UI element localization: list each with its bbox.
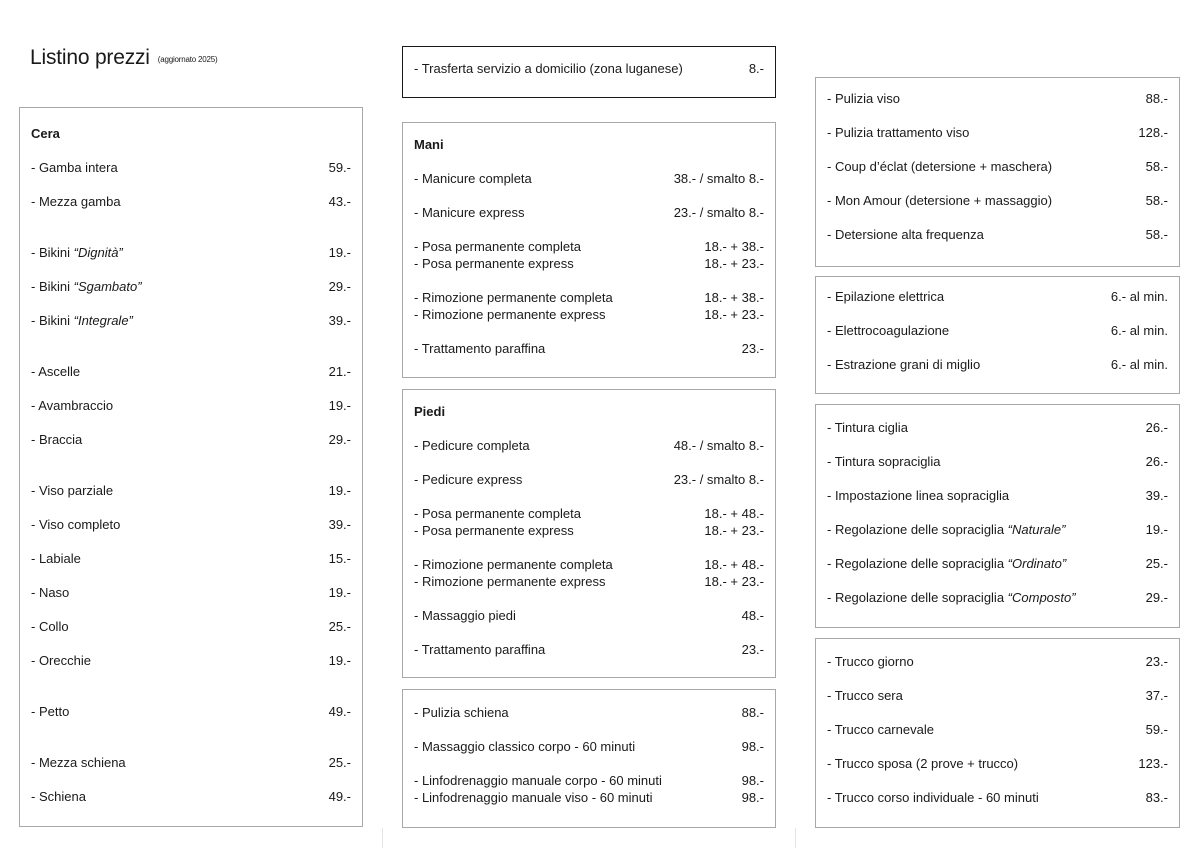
list-item (414, 556, 764, 573)
list-item (414, 505, 764, 522)
list-item (827, 419, 1168, 436)
page-subtitle: (aggiornato 2025) (157, 55, 218, 64)
list-item (31, 278, 351, 295)
list-item (414, 204, 764, 221)
list-item (31, 431, 351, 448)
item-name: - Viso completo (31, 517, 121, 532)
list-item (414, 738, 764, 755)
list-item (827, 158, 1168, 175)
item-price: 26.- (1145, 420, 1168, 435)
item-name: - Coup d’éclat (detersione + maschera) (827, 159, 1053, 174)
item-price: 18.- + 48.- (704, 506, 764, 521)
item-name: - Schiena (31, 789, 86, 804)
item-name: - Mezza schiena (31, 755, 126, 770)
item-price: 49.- (328, 789, 351, 804)
section-piedi (402, 389, 776, 678)
item-price: 59.- (1145, 722, 1168, 737)
column-divider-right (795, 828, 796, 848)
item-price: 48.- (741, 608, 764, 623)
item-price: 58.- (1145, 227, 1168, 242)
list-item (31, 703, 351, 720)
section-epilazione (815, 276, 1180, 394)
item-name: - Regolazione delle sopraciglia “Naturale” (827, 522, 1066, 537)
item-name: - Viso parziale (31, 483, 114, 498)
item-price: 19.- (328, 585, 351, 600)
section-cera (19, 107, 363, 827)
section-heading-cera: Cera (31, 126, 60, 141)
item-price: 18.- + 23.- (704, 307, 764, 322)
page-title-text: Listino prezzi (30, 46, 150, 69)
list-item (827, 653, 1168, 670)
item-name: - Tintura ciglia (827, 420, 908, 435)
item-price: 23.- (741, 642, 764, 657)
item-price: 25.- (328, 755, 351, 770)
list-item (827, 288, 1168, 305)
item-price: 23.- (1145, 654, 1168, 669)
list-item (414, 789, 764, 806)
list-item (414, 170, 764, 187)
item-name: - Massaggio piedi (414, 608, 516, 623)
list-item (414, 607, 764, 624)
list-item (827, 521, 1168, 538)
item-price: 37.- (1145, 688, 1168, 703)
item-name: - Impostazione linea sopraciglia (827, 488, 1010, 503)
section-mani (402, 122, 776, 378)
list-item (827, 322, 1168, 339)
item-name: - Regolazione delle sopraciglia “Composto” (827, 590, 1076, 605)
column-divider-left (382, 828, 383, 848)
item-price: 19.- (1145, 522, 1168, 537)
section-viso (815, 77, 1180, 267)
item-price: 39.- (328, 313, 351, 328)
list-item (414, 471, 764, 488)
list-item (31, 652, 351, 669)
list-item (414, 573, 764, 590)
item-name: - Rimozione permanente completa (414, 557, 613, 572)
item-price: 18.- + 23.- (704, 523, 764, 538)
item-price: 98.- (741, 773, 764, 788)
item-price: 88.- (741, 705, 764, 720)
item-name: - Manicure completa (414, 171, 532, 186)
item-price: 6.- al min. (1110, 323, 1168, 338)
item-price: 18.- + 23.- (704, 256, 764, 271)
item-price: 58.- (1145, 159, 1168, 174)
item-name: - Pedicure express (414, 472, 523, 487)
item-name: - Avambraccio (31, 398, 114, 413)
item-name: - Labiale (31, 551, 81, 566)
item-price: 83.- (1145, 790, 1168, 805)
list-item (827, 687, 1168, 704)
list-item (414, 306, 764, 323)
item-name: - Trucco corso individuale - 60 minuti (827, 790, 1039, 805)
item-price: 6.- al min. (1110, 289, 1168, 304)
item-name: - Naso (31, 585, 70, 600)
section-corpo (402, 689, 776, 828)
item-name: - Detersione alta frequenza (827, 227, 984, 242)
section-travel (402, 46, 776, 98)
list-item (31, 788, 351, 805)
item-price: 128.- (1138, 125, 1168, 140)
item-name: - Posa permanente express (414, 256, 574, 271)
list-item (414, 772, 764, 789)
list-item (827, 356, 1168, 373)
item-name: - Trattamento paraffina (414, 642, 546, 657)
section-ciglia (815, 404, 1180, 628)
list-item (31, 312, 351, 329)
list-item (31, 397, 351, 414)
item-name: - Trasferta servizio a domicilio (zona luganese) (414, 61, 683, 76)
list-item (827, 453, 1168, 470)
list-item (31, 193, 351, 210)
item-name: - Rimozione permanente completa (414, 290, 613, 305)
list-item (827, 124, 1168, 141)
item-name: - Trucco carnevale (827, 722, 934, 737)
list-item (31, 159, 351, 176)
item-name: - Linfodrenaggio manuale viso - 60 minuti (414, 790, 653, 805)
list-item (414, 522, 764, 539)
item-name: - Trattamento paraffina (414, 341, 546, 356)
list-item (31, 584, 351, 601)
list-item (414, 704, 764, 721)
item-price: 59.- (328, 160, 351, 175)
item-name: - Trucco sposa (2 prove + trucco) (827, 756, 1019, 771)
item-name: - Epilazione elettrica (827, 289, 945, 304)
list-item (827, 192, 1168, 209)
list-item (414, 437, 764, 454)
item-name: - Tintura sopraciglia (827, 454, 941, 469)
list-item (827, 487, 1168, 504)
item-name: - Regolazione delle sopraciglia “Ordinato” (827, 556, 1067, 571)
section-trucco (815, 638, 1180, 828)
item-price: 98.- (741, 739, 764, 754)
item-name: - Collo (31, 619, 69, 634)
item-name: - Orecchie (31, 653, 91, 668)
item-price: 21.- (328, 364, 351, 379)
item-price: 18.- + 38.- (704, 290, 764, 305)
item-price: 38.- / smalto 8.- (673, 171, 764, 186)
item-name: - Ascelle (31, 364, 81, 379)
list-item (414, 60, 764, 77)
item-price: 18.- + 38.- (704, 239, 764, 254)
page-title (30, 46, 218, 70)
list-item (827, 755, 1168, 772)
list-item (414, 641, 764, 658)
item-name: - Rimozione permanente express (414, 574, 606, 589)
item-name: - Rimozione permanente express (414, 307, 606, 322)
item-name: - Linfodrenaggio manuale corpo - 60 minuti (414, 773, 662, 788)
list-item (827, 555, 1168, 572)
item-price: 25.- (328, 619, 351, 634)
item-price: 6.- al min. (1110, 357, 1168, 372)
item-price: 48.- / smalto 8.- (673, 438, 764, 453)
list-item (31, 618, 351, 635)
list-item (827, 226, 1168, 243)
section-heading-mani: Mani (414, 137, 444, 152)
item-name: - Estrazione grani di miglio (827, 357, 981, 372)
list-item (31, 516, 351, 533)
list-item (827, 721, 1168, 738)
list-item (827, 789, 1168, 806)
item-price: 29.- (1145, 590, 1168, 605)
item-name: - Manicure express (414, 205, 525, 220)
item-name: - Trucco giorno (827, 654, 914, 669)
item-name: - Posa permanente completa (414, 506, 581, 521)
item-name: - Gamba intera (31, 160, 118, 175)
list-item (414, 289, 764, 306)
item-price: 18.- + 48.- (704, 557, 764, 572)
item-name: - Mezza gamba (31, 194, 121, 209)
list-item (31, 244, 351, 261)
item-price: 26.- (1145, 454, 1168, 469)
item-price: 18.- + 23.- (704, 574, 764, 589)
item-price: 123.- (1138, 756, 1168, 771)
list-item (827, 589, 1168, 606)
item-price: 19.- (328, 398, 351, 413)
item-price: 39.- (328, 517, 351, 532)
item-price: 98.- (741, 790, 764, 805)
item-name: - Pedicure completa (414, 438, 530, 453)
item-price: 88.- (1145, 91, 1168, 106)
item-name: - Bikini “Sgambato” (31, 279, 142, 294)
list-item (414, 340, 764, 357)
item-price: 29.- (328, 432, 351, 447)
item-price: 25.- (1145, 556, 1168, 571)
item-price: 8.- (748, 61, 764, 76)
item-name: - Bikini “Integrale” (31, 313, 133, 328)
list-item (414, 238, 764, 255)
item-price: 19.- (328, 653, 351, 668)
item-price: 23.- / smalto 8.- (673, 472, 764, 487)
item-name: - Elettrocoagulazione (827, 323, 950, 338)
list-item (31, 550, 351, 567)
item-name: - Posa permanente completa (414, 239, 581, 254)
item-price: 19.- (328, 245, 351, 260)
list-item (31, 363, 351, 380)
item-name: - Braccia (31, 432, 83, 447)
list-item (31, 482, 351, 499)
item-name: - Trucco sera (827, 688, 903, 703)
item-price: 49.- (328, 704, 351, 719)
section-heading-piedi: Piedi (414, 404, 446, 419)
item-price: 23.- (741, 341, 764, 356)
item-price: 19.- (328, 483, 351, 498)
item-price: 39.- (1145, 488, 1168, 503)
list-item (414, 255, 764, 272)
item-price: 29.- (328, 279, 351, 294)
item-name: - Posa permanente express (414, 523, 574, 538)
list-item (31, 754, 351, 771)
item-price: 15.- (328, 551, 351, 566)
list-item (827, 90, 1168, 107)
item-name: - Mon Amour (detersione + massaggio) (827, 193, 1053, 208)
item-name: - Bikini “Dignità” (31, 245, 123, 260)
item-price: 43.- (328, 194, 351, 209)
item-name: - Petto (31, 704, 70, 719)
item-name: - Pulizia trattamento viso (827, 125, 970, 140)
item-name: - Massaggio classico corpo - 60 minuti (414, 739, 636, 754)
item-price: 58.- (1145, 193, 1168, 208)
item-price: 23.- / smalto 8.- (673, 205, 764, 220)
item-name: - Pulizia schiena (414, 705, 509, 720)
item-name: - Pulizia viso (827, 91, 900, 106)
